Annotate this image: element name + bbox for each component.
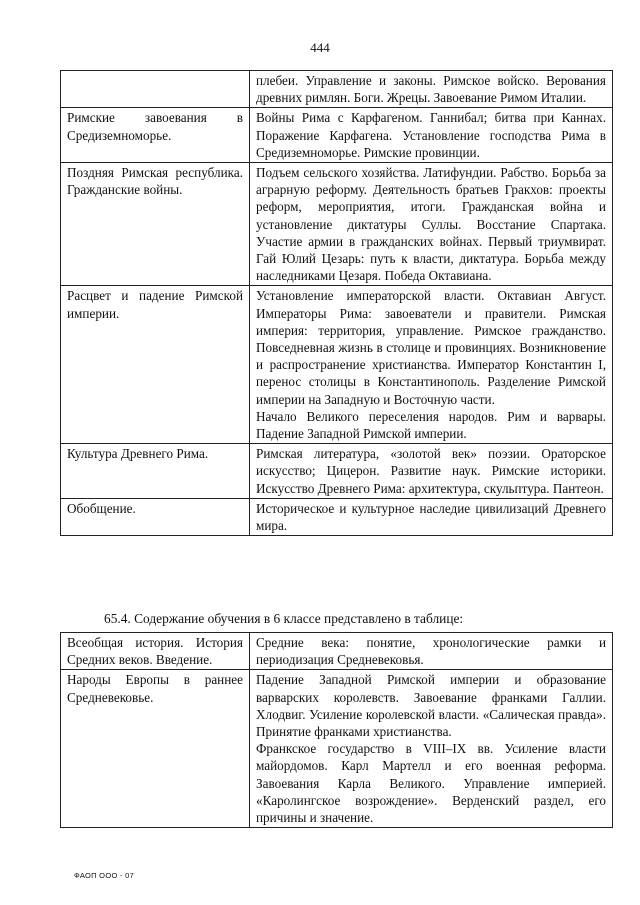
table-row: [61, 498, 613, 535]
page-number: 444: [310, 40, 330, 55]
topic-cell: Культура Древнего Рима.: [61, 444, 250, 499]
content-cell: [250, 633, 613, 670]
content-paragraph: Установление императорской власти. Октавиан Август. Императоры Рима: завоеватели и правители. Римская империя: территория, управление. Римское гражданство. Повседневная жизнь в столице и провинциях. Возникновение и распространение христианства. Император Константин I, перенос столицы в Константинополь. Разделение Римской империи на Западную и Восточную части.: [256, 288, 606, 407]
content-paragraph: Падение Западной Римской империи и образование варварских королевств. Завоевание франками Галлии. Хлодвиг. Усиление королевской власти. «Салическая правда». Принятие франками христианства.: [256, 672, 606, 740]
content-cell: [250, 498, 613, 535]
topic-cell: [61, 71, 250, 108]
topic-cell: Всеобщая история. История Средних веков. Введение.: [61, 633, 250, 670]
footer-document-code: ФАОП ООО - 07: [74, 871, 135, 880]
content-cell: [250, 163, 613, 286]
section-caption: 65.4. Содержание обучения в 6 классе представлено в таблице:: [104, 611, 464, 626]
table-row: [61, 286, 613, 444]
content-paragraph: плебеи. Управление и законы. Римское войско. Верования древних римлян. Боги. Жрецы. Завоевание Римом Италии.: [256, 73, 606, 106]
grade6-curriculum-table: [60, 632, 613, 828]
content-paragraph: Римская литература, «золотой век» поэзии. Ораторское искусство; Цицерон. Развитие наук. Римские историки. Искусство Древнего Рима: архитектура, скульптура. Пантеон.: [256, 446, 606, 496]
content-cell: [250, 108, 613, 163]
content-paragraph: Начало Великого переселения народов. Рим и варвары. Падение Западной Римской империи.: [256, 408, 606, 442]
grade5-curriculum-table: [60, 70, 613, 536]
content-cell: [250, 71, 613, 108]
content-cell: [250, 444, 613, 499]
topic-cell: Народы Европы в раннее Средневековье.: [61, 670, 250, 828]
table-row: [61, 670, 613, 828]
content-paragraph: Войны Рима с Карфагеном. Ганнибал; битва при Каннах. Поражение Карфагена. Установление господства Рима в Средиземноморье. Римские провинции.: [256, 110, 606, 160]
content-cell: [250, 670, 613, 828]
table-row: [61, 108, 613, 163]
topic-cell: Римские завоевания в Средиземноморье.: [61, 108, 250, 163]
content-paragraph: Средние века: понятие, хронологические рамки и периодизация Средневековья.: [256, 635, 606, 668]
table-row: [61, 444, 613, 499]
topic-cell: Поздняя Римская республика. Гражданские войны.: [61, 163, 250, 286]
content-paragraph: Историческое и культурное наследие цивилизаций Древнего мира.: [256, 500, 606, 534]
content-paragraph: Франкское государство в VIII–IX вв. Усиление власти майордомов. Карл Мартелл и его военная реформа. Завоевания Карла Великого. Управление империей. «Каролингское возрождение». Верденский раздел, его причины и значение.: [256, 741, 606, 826]
table-row: [61, 163, 613, 286]
topic-cell: Обобщение.: [61, 498, 250, 535]
table-row: [61, 633, 613, 670]
content-paragraph: Подъем сельского хозяйства. Латифундии. Рабство. Борьба за аграрную реформу. Деятельность братьев Гракхов: проекты реформ, мероприятия, итоги. Гражданская война и установление диктатуры Суллы. Восстание Спартака. Участие армии в гражданских войнах. Первый триумвират. Гай Юлий Цезарь: путь к власти, диктатура. Борьба между наследниками Цезаря. Победа Октавиана.: [256, 165, 606, 284]
topic-cell: Расцвет и падение Римской империи.: [61, 286, 250, 444]
table-row: [61, 71, 613, 108]
content-cell: [250, 286, 613, 444]
